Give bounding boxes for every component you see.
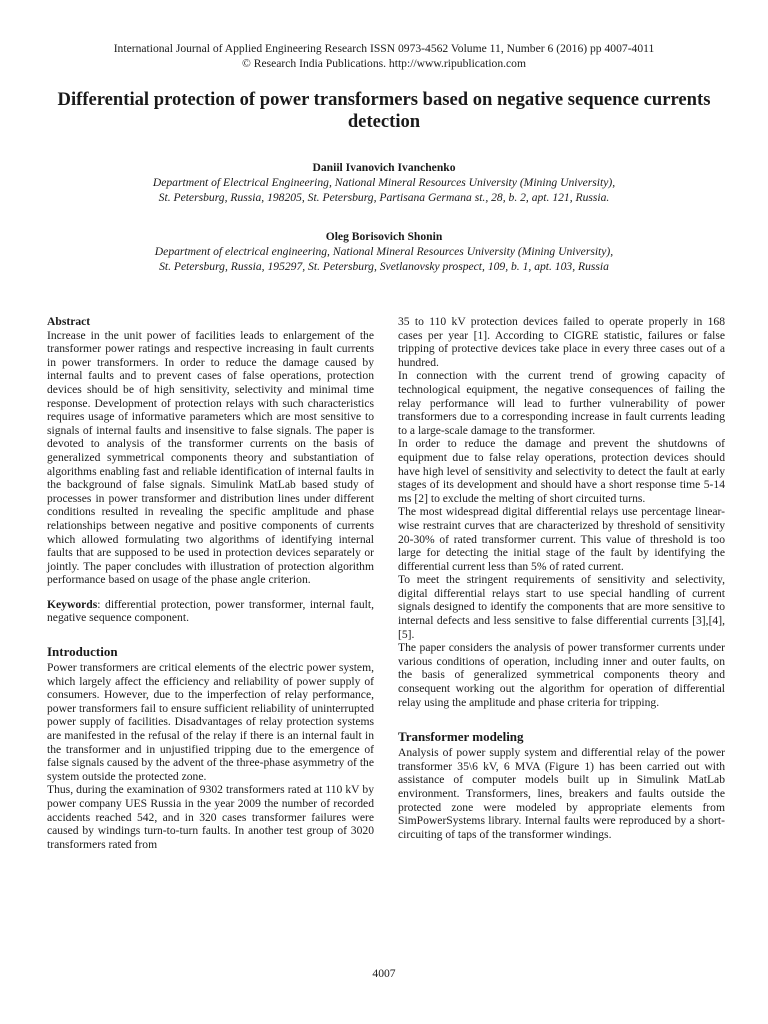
paragraph: To meet the stringent requirements of sensitivity and selectivity, digital differential relays start to use special handling of current signals designed to identify the components that are more sensitive to internal defects and less sensitive to false differential currents [3],[4],[5].: [398, 573, 725, 641]
paragraph: In order to reduce the damage and prevent the shutdowns of equipment due to false relay operations, protection devices should have high level of sensitivity and selectivity to detect the fault at early stages of its development and should have a short response time 5-14 ms [2] to exclude the melting of short circuited turns.: [398, 437, 725, 505]
author-block-1: [0, 160, 768, 205]
keywords-text: : differential protection, power transformer, internal fault, negative sequence component.: [47, 597, 374, 625]
right-column: [398, 315, 725, 841]
paragraph: Thus, during the examination of 9302 transformers rated at 110 kV by power company UES Russia in the year 2009 the number of recorded accidents reached 542, and in 320 cases transformer failures were caused by windings turn-to-turn faults. In another test group of 3020 transformers rated from: [47, 783, 374, 851]
author-address: St. Petersburg, Russia, 195297, St. Petersburg, Svetlanovsky prospect, 109, b. 1, apt. 103, Russia: [159, 260, 609, 273]
paragraph: 35 to 110 kV protection devices failed to operate properly in 168 cases per year [1]. According to CIGRE statistic, failures or false tripping of protective devices take place in every three cases out of a hundred.: [398, 315, 725, 369]
paragraph: In connection with the current trend of growing capacity of technological equipment, the negative consequences of failing the relay performance will lead to further vulnerability of power transformers due to a corresponding increase in fault currents leading to a large-scale damage to the transformer.: [398, 369, 725, 437]
author-name: Oleg Borisovich Shonin: [325, 230, 443, 243]
journal-header: [0, 41, 768, 71]
left-column: [47, 315, 374, 851]
paper-title: Differential protection of power transformers based on negative sequence currents detection: [57, 89, 711, 132]
keywords: [47, 598, 374, 625]
paragraph: Analysis of power supply system and differential relay of the power transformer 35\6 kV, 6 MVA (Figure 1) has been carried out with assistance of computer models built up in Simulink MatLab environment. Transformers, lines, breakers and faults outside the protected zone were modeled by appropriate elements from SimPowerSystems library. Internal faults were reproduced by a short-circuiting of taps of the transformer windings.: [398, 746, 725, 841]
author-affiliation: Department of Electrical Engineering, National Mineral Resources University (Mining University),: [152, 176, 616, 189]
paragraph: The paper considers the analysis of power transformer currents under various conditions of operation, including inner and outer faults, on the basis of generalized symmetrical components theory and consequent working out the algorithm for operation of differential relay using the amplitude and phase criteria for tripping.: [398, 641, 725, 709]
journal-line: International Journal of Applied Engineering Research ISSN 0973-4562 Volume 11, Number 6 (2016) pp 4007-4011: [113, 42, 655, 55]
abstract-heading: Abstract: [47, 315, 91, 328]
keywords-label: Keywords: [47, 597, 98, 611]
introduction-heading: Introduction: [47, 644, 118, 660]
abstract-text: Increase in the unit power of facilities leads to enlargement of the transformer power ratings and respective increasing in fault currents in power transformers. In order to reduce the damage caused by internal faults and to prevent cases of false operations, protection devices should be of high sensitivity, selectivity and minimal time response. Development of protection relays with such characteristics requires usage of informative parameters which are most sensitive to signals of internal faults and insensitive to false signals. The paper is devoted to analysis of the transformer currents on the basis of generalized symmetrical components theory and substantiation of algorithms enabling fast and reliable identification of internal faults in the background of false signals. Simulink MatLab based study of processes in power transformer and distribution lines under different conditions resulted in revealing the specific amplitude and phase relationships between negative and positive components of currents which allowed formulating two algorithms of identifying internal faults that are supposed to be used in protection devices separately or jointly. The paper concludes with illustration of protection algorithm performance based on usage of the phase angle criterion.: [47, 328, 374, 587]
paragraph: Power transformers are critical elements of the electric power system, which largely affect the efficiency and reliability of power supply of consumers. However, due to the imperfection of relay performance, power transformers fail to ensure sufficient reliability of uninterrupted power supply of facilities. Disadvantages of relay protection systems are manifested in the refusal of the relay if there is an internal fault in the transformer and in unjustified tripping due to the emergence of false signals caused by the advent of the three-phase asymmetry of the system outside the protected zone.: [47, 661, 374, 783]
author-block-2: [0, 229, 768, 274]
author-name: Daniil Ivanovich Ivanchenko: [312, 161, 456, 174]
paragraph: The most widespread digital differential relays use percentage linear-wise restraint curves that are characterized by threshold of sensitivity 20-30% of rated transformer current. This value of threshold is too large for detecting the initial stage of the fault by identifying the differential current less than 5% of rated current.: [398, 505, 725, 573]
page-number: 4007: [372, 967, 396, 980]
publisher-line: © Research India Publications. http://www.ripublication.com: [242, 57, 526, 70]
transformer-modeling-heading: Transformer modeling: [398, 729, 524, 745]
author-address: St. Petersburg, Russia, 198205, St. Petersburg, Partisana Germana st., 28, b. 2, apt. 121, Russia.: [158, 191, 610, 204]
author-affiliation: Department of electrical engineering, National Mineral Resources University (Mining University),: [154, 245, 614, 258]
